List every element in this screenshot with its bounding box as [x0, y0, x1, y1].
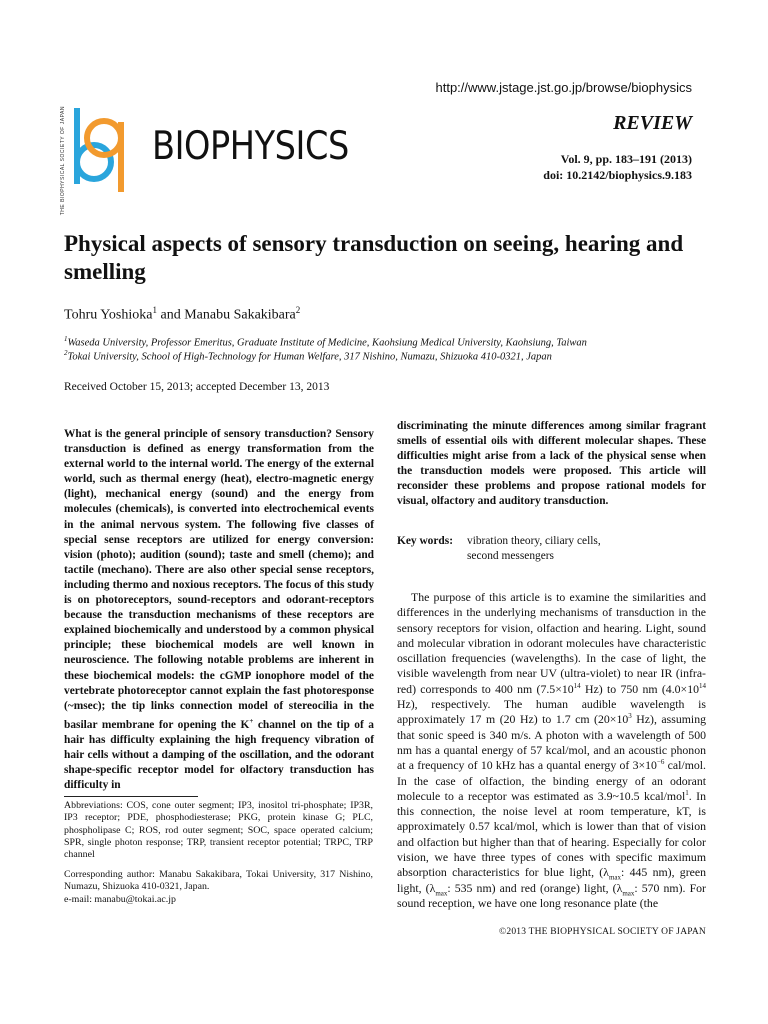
author-joiner: and: [156, 307, 185, 323]
article-type-label: REVIEW: [613, 112, 692, 134]
body-text: Hz) to 750 nm (4.0×10: [580, 681, 699, 696]
abstract-text: What is the general principle of sensory transduction? Sensory transduction is defined as energy transformation from the external world to the internal world. The energy of the external world, such as thermal energy (heat), electro-magnetic energy (light), mechanical energy (sound) and the energy from molecules (chemicals), is converted into electrochemical events in the animal nervous system. The following five classes of special sense receptors are utilized for energy conversion: vision (photo); audition (sound); taste and smell (chemo); and tactile (mechano). There are also other special sense receptors, including thermo and noxious receptors. The focus of this study is on photoreceptors, sound-receptors and odorant-receptors because the transduction mechanisms of these receptors are explained biochemically and understood by a common physical principle; these biochemical models are well known in neuroscience. The following notable problems are inherent in these biochemical models: the cGMP ionophore model of the vertebrate photoreceptor cannot explain the fast photoresponse (~msec); the tip links connection model of stereocilia in the basilar membrane for opening the K: [64, 428, 374, 731]
subscript: max: [622, 889, 635, 897]
bp-logo-icon: [60, 104, 140, 216]
body-text: : 535 nm) and red (orange) light, (λ: [447, 880, 623, 895]
affiliation-mark: 1: [64, 335, 68, 343]
affiliation: [64, 335, 587, 349]
body-text: . In this connection, the noise level at room temperature, kT, is approximately 0.57 kcal/mol, which is lower than that of vision and olfaction but higher than that of hearing. Especially for color vision, we have three types of cones with specific maximum absorption characteristics for blue light, (λ: [397, 788, 707, 880]
subscript: max: [435, 889, 448, 897]
body-text: cal/mol. In the case of olfaction, the binding energy of an odorant molecule to a receptor was estimated as 3.9~10.5 kcal/mol: [397, 758, 706, 803]
superscript: −6: [656, 758, 665, 767]
body-text: Hz), assuming that sonic speed is 340 m/s. A photon with a wavelength of 500 nm has a quantal energy of 57 kcal/mol, and an acoustic phonon at a frequency of 10 kHz has a quantal energy of 3×10: [397, 712, 707, 773]
abbreviations-footnote: Abbreviations: COS, cone outer segment; IP3, inositol tri-phosphate; IP3R, IP3 receptor; PDE, phosphodiesterase; PKG, protein kinase G; PLC, phospholipase C; ROS, rod outer segment; SOC, space operated calcium; SPR, single photon response; TRP, transient receptor potential; TRPC, TRP channel: [64, 800, 373, 861]
doi: doi: 10.2142/biophysics.9.183: [543, 168, 692, 182]
copyright-notice: ©2013 THE BIOPHYSICAL SOCIETY OF JAPAN: [498, 927, 706, 937]
corresponding-address: Corresponding author: Manabu Sakakibara, Tokai University, 317 Nishino, Numazu, Shizuoka 410-0321, Japan.: [64, 869, 373, 893]
journal-name: BIOPHYSICS: [152, 124, 349, 169]
keywords-line: vibration theory, ciliary cells,: [467, 535, 601, 547]
author-name: Manabu Sakakibara: [184, 307, 296, 323]
abstract-text: channel on the tip of a hair has difficulty explaining the high frequency vibration of hair cells without a damping of the oscillation, and the odorant shape-specific receptor model for olfactory transduction has difficulty in: [64, 718, 374, 791]
affiliation: [64, 349, 552, 363]
journal-url[interactable]: http://www.jstage.jst.go.jp/browse/biophysics: [435, 80, 692, 95]
corresponding-email[interactable]: e-mail: manabu@tokai.ac.jp: [64, 893, 176, 905]
superscript: 3: [628, 712, 632, 721]
reference-mark: 1: [685, 788, 689, 797]
society-vertical-text: THE BIOPHYSICAL SOCIETY OF JAPAN: [60, 106, 66, 216]
author-affil-mark: 2: [295, 305, 301, 315]
corresponding-author: [64, 869, 373, 906]
affiliation-mark: 2: [64, 349, 68, 357]
author-name: Tohru Yoshioka: [64, 307, 153, 323]
body-text: : 570 nm). For sound reception, we have one long resonance plate (the: [397, 880, 706, 910]
keywords: [397, 534, 706, 564]
superscript: 14: [699, 681, 706, 690]
keywords-label: Key words:: [397, 535, 453, 547]
superscript: 14: [573, 681, 581, 690]
superscript: +: [249, 716, 254, 725]
author-affil-mark: 1: [152, 305, 157, 315]
body-text: Hz), respectively. The human audible wavelength is approximately 17 m (20 Hz) to 1.7 cm (20×10: [397, 697, 706, 727]
subscript: max: [608, 873, 622, 882]
affiliation-text: Waseda University, Professor Emeritus, Graduate Institute of Medicine, Kaohsiung Medical University, Kaohsiung, Taiwan: [67, 337, 587, 349]
keywords-line: second messengers: [467, 550, 554, 562]
volume-pages: Vol. 9, pp. 183–191 (2013): [560, 152, 692, 166]
abstract-right-column: discriminating the minute differences among similar fragrant smells of essential oils with different molecular shapes. These difficulties might arise from a lack of the physical sense when the transduction models were proposed. This article will reconsider these problems and propose rational models for visual, olfactory and auditory transduction.: [397, 420, 706, 508]
received-dates: Received October 15, 2013; accepted December 13, 2013: [64, 381, 330, 393]
affiliation-text: Tokai University, School of High-Technology for Human Welfare, 317 Nishino, Numazu, Shizuoka 410-0321, Japan: [67, 351, 552, 363]
abstract-left-column: [64, 427, 374, 793]
body-paragraph: [397, 590, 706, 911]
body-text: The purpose of this article is to examine the similarities and differences in the underlying mechanisms of transduction in the sensory receptors for vision, olfaction and hearing. Light, sound and molecular vibration in odorant molecules have characteristic oscillation frequencies (wavelengths). In the case of light, the visible wavelength from near UV (ultra-violet) to near IR (infra-red) corresponds to 400 nm (7.5×10: [397, 590, 706, 696]
author-list: [64, 305, 300, 324]
footnote-divider: [64, 796, 198, 797]
article-title: Physical aspects of sensory transduction on seeing, hearing and smelling: [64, 231, 684, 284]
body-text: : 445 nm), green light, (λ: [397, 865, 706, 895]
